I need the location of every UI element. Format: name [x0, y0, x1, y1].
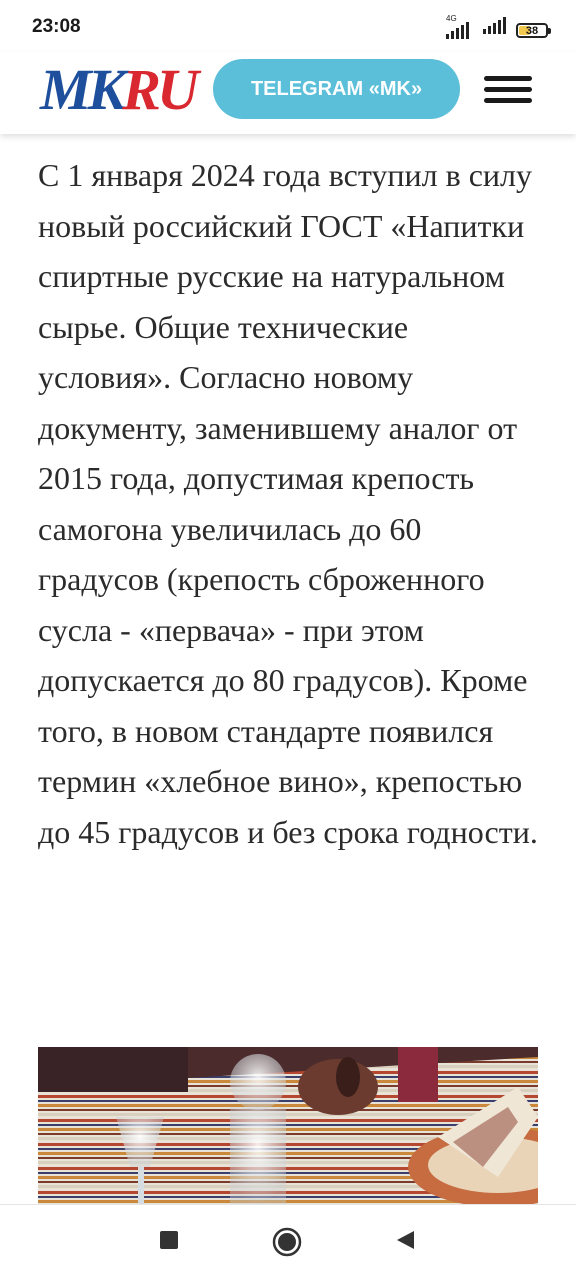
signal-4g-icon	[444, 14, 474, 40]
triangle-back-icon[interactable]	[394, 1229, 416, 1256]
signal-icon	[482, 13, 508, 40]
logo-mk: MK	[40, 57, 123, 122]
status-icons	[444, 14, 548, 40]
telegram-button[interactable]: TELEGRAM «MK»	[213, 59, 460, 119]
network-type-label: 4G	[446, 14, 457, 23]
square-recents-icon[interactable]	[158, 1229, 180, 1256]
article-paragraph: С 1 января 2024 года вступил в силу новый российский ГОСТ «Напитки спиртные русские на натуральном сырье. Общие технические условия». Согласно новому документу, заменившему аналог от 2015 года, допустимая крепость самогона увеличилась до 60 градусов (крепость сброженного сусла - «первача» - при этом допускается до 80 градусов). Кроме того, в новом стандарте появился термин «хлебное вино», крепостью до 45 градусов и без срока годности.	[38, 157, 538, 850]
article-photo[interactable]	[38, 1047, 538, 1204]
circle-home-icon[interactable]	[272, 1227, 302, 1262]
status-time: 23:08	[32, 16, 81, 37]
battery-level: 38	[525, 24, 539, 37]
site-header	[0, 52, 576, 134]
logo-ru: RU	[122, 57, 195, 122]
battery-icon	[516, 23, 548, 38]
system-navigation-bar	[0, 1204, 576, 1281]
status-bar	[0, 0, 576, 52]
hamburger-menu-icon[interactable]	[484, 76, 532, 104]
mkru-logo[interactable]	[40, 57, 195, 122]
